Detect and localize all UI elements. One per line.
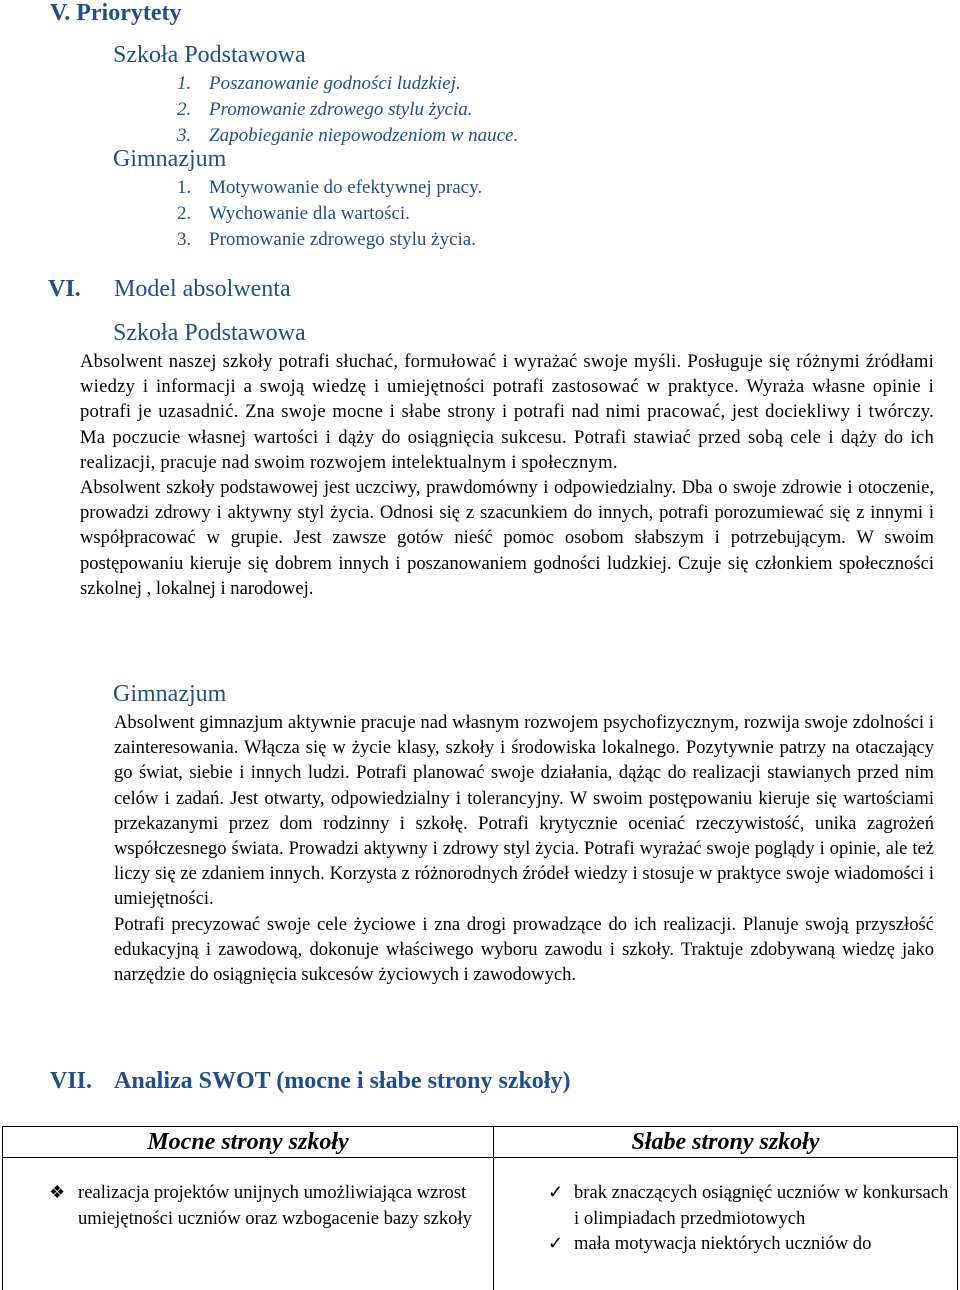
priorities-gim-list [177, 175, 482, 253]
priorities-gim-heading: Gimnazjum [113, 146, 226, 173]
list-item: 3. Promowanie zdrowego stylu życia. [177, 227, 482, 253]
list-item: ✓ mała motywacja niektórych uczniów do [494, 1231, 957, 1257]
priorities-sp-heading: Szkoła Podstawowa [113, 42, 306, 69]
list-item: 3. Zapobieganie niepowodzeniom w nauce. [177, 123, 518, 149]
swot-weak-list [494, 1180, 957, 1257]
graduate-gim-paragraph-2: Potrafi precyzować swoje cele życiowe i zna drogi prowadzące do ich realizacji. Planuje swoją przyszłość edukacyjną i zawodową, dokonuje właściwego wyboru zawodu i szkoły. Traktuje zdobywaną wiedzę jako narzędzie do osiągnięcia sukcesów życiowych i zawodowych. [114, 912, 934, 988]
swot-strong-cell [3, 1158, 494, 1290]
checkmark-bullet-icon: ✓ [548, 1180, 563, 1205]
list-item: 2. Wychowanie dla wartości. [177, 201, 482, 227]
graduate-sp-paragraph-1: Absolwent naszej szkoły potrafi słuchać, formułować i wyrażać swoje myśli. Posługuje się różnymi źródłami wiedzy i informacji a swoją wiedzę i umiejętności potrafi zastosować w praktyce. Wyraża własne opinie i potrafi je uzasadnić. Zna swoje mocne i słabe strony i potrafi nad nimi pracować, jest dociekliwy i twórczy. Ma poczucie własnej wartości i dąży do osiągnięcia sukcesu. Potrafi stawiać przed sobą cele i dąży do ich realizacji, pracuje nad swoim rozwojem intelektualnym i społecznym. [80, 349, 934, 475]
checkmark-bullet-icon: ✓ [548, 1231, 563, 1256]
graduate-sp-heading: Szkoła Podstawowa [113, 320, 306, 347]
list-item: ❖ realizacja projektów unijnych umożliwiająca wzrost umiejętności uczniów oraz wzbogacenie bazy szkoły [3, 1180, 493, 1231]
list-item: 1. Poszanowanie godności ludzkiej. [177, 71, 518, 97]
swot-header-weak: Słabe strony szkoły [494, 1127, 958, 1158]
graduate-gim-body [114, 710, 934, 987]
list-item: 1. Motywowanie do efektywnej pracy. [177, 175, 482, 201]
section-vii-number: VII. [50, 1068, 92, 1095]
swot-strong-list [3, 1180, 493, 1231]
section-v-title: V. Priorytety [50, 0, 182, 27]
graduate-sp-paragraph-2: Absolwent szkoły podstawowej jest uczciwy, prawdomówny i odpowiedzialny. Dba o swoje zdrowie i otoczenie, prowadzi zdrowy i aktywny styl życia. Odnosi się z szacunkiem do innych, potrafi porozumiewać się z innymi i współpracować w grupie. Jest zawsze gotów nieść pomoc osobom słabszym i potrzebującym. W swoim postępowaniu kieruje się dobrem innych i poszanowaniem godności ludzkiej. Czuje się członkiem społeczności szkolnej , lokalnej i narodowej. [80, 475, 934, 601]
list-item: 2. Promowanie zdrowego stylu życia. [177, 97, 518, 123]
section-vi-title: Model absolwenta [114, 276, 291, 303]
swot-header-strong: Mocne strony szkoły [3, 1127, 494, 1158]
swot-table [2, 1126, 958, 1290]
swot-weak-cell [494, 1158, 958, 1290]
diamond-bullet-icon: ❖ [49, 1180, 65, 1205]
priorities-sp-list [177, 71, 518, 149]
graduate-gim-paragraph-1: Absolwent gimnazjum aktywnie pracuje nad własnym rozwojem psychofizycznym, rozwija swoje zdolności i zainteresowania. Włącza się w życie klasy, szkoły i środowiska lokalnego. Pozytywnie patrzy na otaczający go świat, siebie i innych ludzi. Potrafi planować swoje działania, dążąc do realizacji stawianych przed nim celów i zadań. Jest otwarty, odpowiedzialny i tolerancyjny. W swoim postępowaniu kieruje się wartościami przekazanymi przez dom rodzinny i szkołę. Potrafi krytycznie oceniać rzeczywistość, unika zagrożeń współczesnego świata. Prowadzi aktywny i zdrowy styl życia. Potrafi wyrażać swoje poglądy i opinie, ale też liczy się ze zdaniem innych. Korzysta z różnorodnych źródeł wiedzy i stosuje w praktyce swoje wiadomości i umiejętności. [114, 710, 934, 912]
graduate-sp-body [80, 349, 934, 601]
graduate-gim-heading: Gimnazjum [113, 681, 226, 708]
section-vi-number: VI. [48, 276, 81, 303]
list-item: ✓ brak znaczących osiągnięć uczniów w konkursach i olimpiadach przedmiotowych [494, 1180, 957, 1231]
section-vii-title: Analiza SWOT (mocne i słabe strony szkoły) [114, 1068, 570, 1095]
